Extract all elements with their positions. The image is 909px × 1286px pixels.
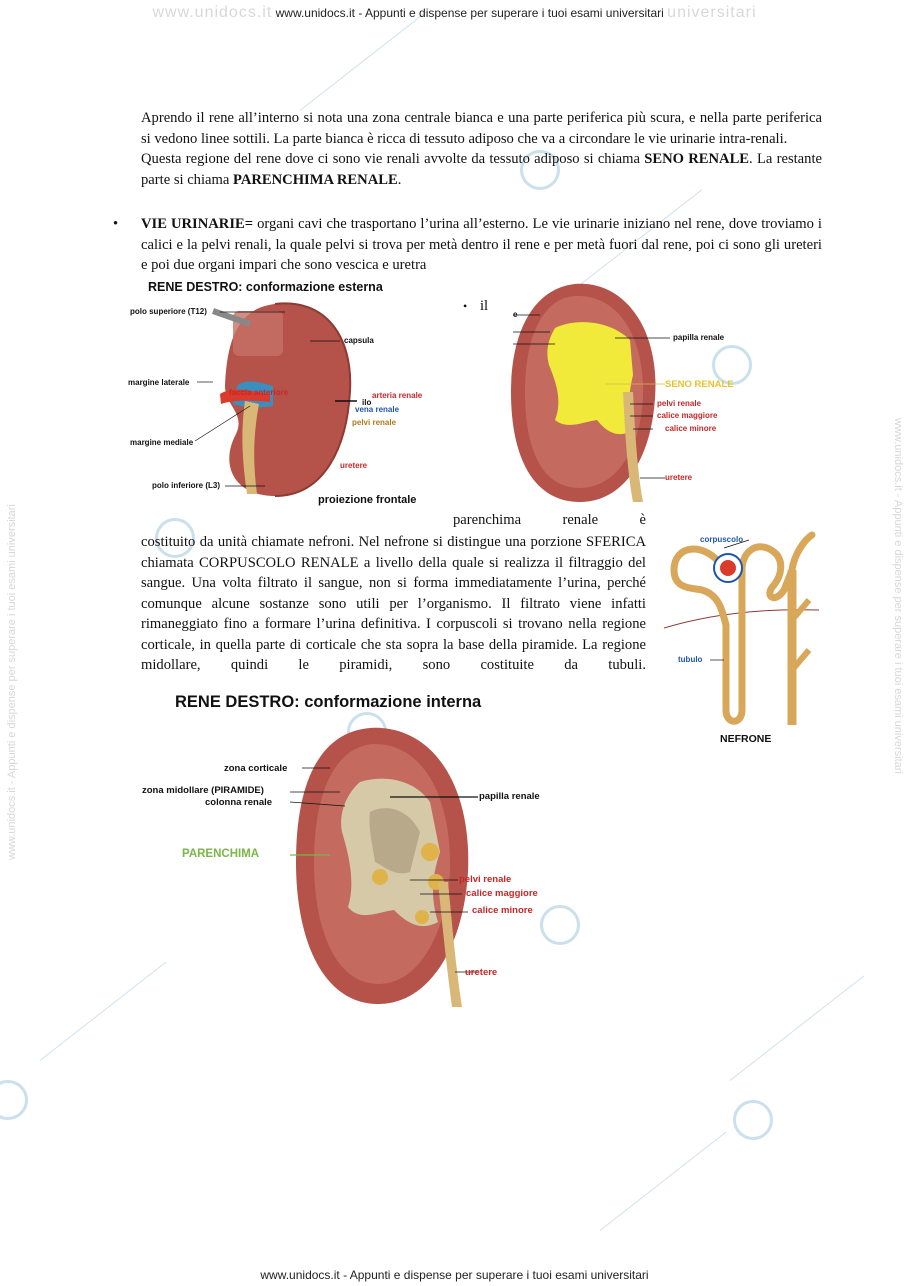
fig1-label-polo-inferiore: polo inferiore (L3) bbox=[152, 481, 220, 490]
paragraph-text: . bbox=[397, 171, 402, 188]
fig4-label-calice-maggiore: calice maggiore bbox=[466, 888, 538, 899]
fig2-label-calice-maggiore: calice maggiore bbox=[657, 411, 718, 420]
fig4-label-pelvi-renale: pelvi renale bbox=[459, 874, 512, 885]
page-header bbox=[0, 4, 909, 22]
term-seno-renale: SENO RENALE bbox=[644, 151, 750, 167]
bullet-vie-urinarie bbox=[141, 214, 822, 276]
fig4-title: RENE DESTRO: conformazione interna bbox=[175, 693, 482, 711]
watermark-line bbox=[300, 12, 427, 111]
paragraph-text: organi cavi che trasportano l’urina all’esterno. Le vie urinarie iniziano nel rene, dove troviamo i calici e la pelvi renali, la quale pelvi si trova per metà dentro il rene e per metà fuori dal rene, poi ci sono gli ureteri e poi due organi impari che sono vescica e uretra bbox=[141, 216, 822, 273]
fig4-label-papilla-renale: papilla renale bbox=[479, 791, 540, 802]
fig2-label-seno-renale: SENO RENALE bbox=[665, 379, 734, 390]
fig1-label-uretere: uretere bbox=[340, 461, 368, 470]
bullet2-marker: • bbox=[463, 299, 468, 313]
term-parenchima-renale: PARENCHIMA RENALE bbox=[232, 171, 398, 188]
fig2-label-papilla-renale: papilla renale bbox=[673, 333, 725, 342]
paragraph-text: parenchima renale è bbox=[453, 512, 646, 528]
paragraph-parenchima bbox=[141, 532, 646, 676]
fig1-kidney-external bbox=[125, 296, 435, 511]
paragraph-text: costituito da unità chiamate nefroni. Nel nefrone si distingue una porzione SFERICA chiamata CORPUSCOLO RENALE a livello della quale si realizza il filtraggio del sangue. Una volta filtrato il sangue, non si forma immediatamente l’urina, perché comunque alcune sostanze sono utili per l’organismo. Il filtrato viene infatti rimaneggiato fino a formare l’urina definitiva. I corpuscoli si trovano nella regione corticale, in quella parte di corticale che sta sopra la base della piramide. La regione midollare, quindi le piramidi, sono costituite da tubuli. bbox=[141, 534, 646, 673]
fig2-label-e: e bbox=[513, 310, 518, 319]
watermark-logo-icon bbox=[0, 1080, 28, 1120]
fig3-label-nefrone: NEFRONE bbox=[720, 733, 772, 745]
side-watermark-right: www.unidocs.it - Appunti e dispense per superare i tuoi esami universitari bbox=[892, 418, 904, 774]
fig2-label-pelvi-renale: pelvi renale bbox=[657, 399, 702, 408]
fig3-label-corpuscolo: corpuscolo bbox=[700, 535, 744, 544]
fig1-label-faccia-anteriore: faccia anteriore bbox=[229, 388, 289, 397]
watermark-line bbox=[730, 975, 865, 1080]
paragraph-intro bbox=[141, 108, 822, 190]
fig4-label-colonna-renale: colonna renale bbox=[205, 797, 273, 808]
fig3-nephron bbox=[664, 530, 819, 740]
fig4-label-zona-corticale: zona corticale bbox=[224, 763, 288, 774]
side-watermark-left: www.unidocs.it - Appunti e dispense per superare i tuoi esami universitari bbox=[6, 504, 18, 860]
page-footer bbox=[0, 1268, 909, 1282]
fig1-label-pelvi-renale: pelvi renale bbox=[352, 418, 397, 427]
header-ghost-right: universitari bbox=[667, 4, 757, 21]
header-text[interactable]: www.unidocs.it - Appunti e dispense per superare i tuoi esami universitari bbox=[275, 6, 664, 20]
fig4-label-calice-minore: calice minore bbox=[472, 905, 533, 916]
fig2-kidney-section bbox=[505, 280, 670, 508]
fig1-label-arteria-renale: arteria renale bbox=[372, 391, 423, 400]
fig1-label-margine-laterale: margine laterale bbox=[128, 378, 190, 387]
header-ghost-left: www.unidocs.it bbox=[152, 4, 273, 21]
bullet-marker: • bbox=[113, 216, 119, 232]
watermark-logo-icon bbox=[733, 1100, 773, 1140]
fig4-label-parenchima: PARENCHIMA bbox=[182, 848, 260, 860]
term-vie-urinarie: VIE URINARIE= bbox=[141, 216, 254, 232]
paragraph-text: Aprendo il rene all’interno si nota una zona centrale bianca e una parte periferica più scura, e nella parte periferica si vedono linee sottili. La parte bianca è ricca di tessuto adiposo che va a circondare le vie urinarie intra-renali. bbox=[141, 110, 822, 147]
watermark-line bbox=[600, 1132, 727, 1231]
watermark-line bbox=[40, 962, 167, 1061]
footer-text[interactable]: www.unidocs.it - Appunti e dispense per superare i tuoi esami universitari bbox=[260, 1268, 649, 1282]
fig1-label-polo-superiore: polo superiore (T12) bbox=[130, 307, 207, 316]
watermark-logo-icon bbox=[540, 905, 580, 945]
fig3-label-tubulo: tubulo bbox=[678, 655, 703, 664]
fig1-label-capsula: capsula bbox=[344, 336, 374, 345]
fig2-label-calice-minore: calice minore bbox=[665, 424, 717, 433]
fig4-kidney-internal bbox=[290, 722, 480, 1012]
fig1-caption: proiezione frontale bbox=[318, 494, 417, 506]
fig4-label-uretere: uretere bbox=[465, 967, 498, 978]
fig2-label-uretere: uretere bbox=[665, 473, 693, 482]
fig1-title: RENE DESTRO: conformazione esterna bbox=[148, 280, 383, 294]
fig1-label-margine-mediale: margine mediale bbox=[130, 438, 194, 447]
fig1-label-vena-renale: vena renale bbox=[355, 405, 400, 414]
paragraph-parenchima-line1 bbox=[453, 510, 646, 531]
paragraph-text: Questa regione del rene dove ci sono vie renali avvolte da tessuto adiposo si chiama bbox=[141, 151, 645, 167]
bullet2-text: il bbox=[480, 298, 489, 314]
fig1-label-ilo: ilo bbox=[362, 398, 372, 407]
paragraph-text: . La restante parte si chiama bbox=[141, 151, 822, 188]
fig4-label-zona-midollare: zona midollare (PIRAMIDE) bbox=[142, 785, 264, 796]
